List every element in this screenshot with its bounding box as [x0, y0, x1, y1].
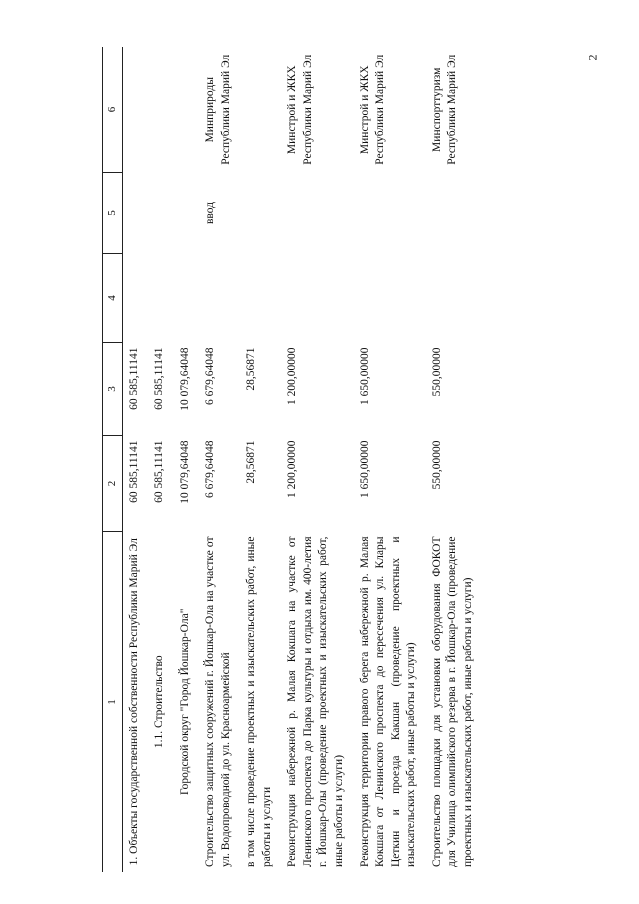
row-col3: 6 679,64048 — [204, 347, 217, 405]
column-header-6: 6 — [103, 47, 123, 173]
row-col5 — [240, 173, 281, 254]
row-col4 — [122, 254, 148, 343]
table-row — [281, 47, 353, 872]
column-header-2: 2 — [103, 436, 123, 532]
row-col3: 550,00000 — [430, 347, 443, 397]
row-col2: 550,00000 — [430, 440, 443, 490]
row-col4 — [240, 254, 281, 343]
row-name: Строительство защитных сооружений г. Йошкар-Ола на участке от ул. Водопроводной до ул. Красноармейской — [204, 536, 232, 867]
table-row — [148, 47, 174, 872]
row-col2: 6 679,64048 — [204, 440, 217, 498]
row-col6: Минстрой и ЖКХ Республики Марий Эл — [286, 54, 314, 165]
row-col5 — [281, 173, 353, 254]
row-name: Реконструкция территории правого берега набережной р. Малая Кокшага от Ленинского проспекта до пересечения ул. Клары Цеткин и проезда Какшан (проведение проектных и изыскательских работ, иные работы и услуги) — [358, 536, 418, 867]
row-col2: 10 079,64048 — [178, 440, 191, 504]
row-col2: 1 650,00000 — [358, 440, 371, 498]
row-col4 — [281, 254, 353, 343]
row-col3: 60 585,11141 — [153, 347, 166, 410]
row-col4 — [174, 254, 200, 343]
row-col3: 60 585,11141 — [127, 347, 140, 410]
row-col5 — [354, 173, 426, 254]
row-name: в том числе проведение проектных и изыскательских работ, иные работы и услуги — [245, 536, 273, 867]
row-col5 — [174, 173, 200, 254]
column-header-1: 1 — [103, 532, 123, 873]
budget-table-container — [102, 54, 482, 872]
row-col4 — [148, 254, 174, 343]
column-header-4: 4 — [103, 254, 123, 343]
row-col5 — [122, 173, 148, 254]
row-col6 — [122, 47, 148, 173]
row-name: Строительство площадки для установки оборудования ФОКОТ для Училища олимпийского резерва в г. Йошкар-Ола (проведение проектных и изыскательских работ, иные работы и услуги) — [430, 536, 474, 867]
row-col4 — [426, 254, 483, 343]
table-row — [174, 47, 200, 872]
row-col2: 60 585,11141 — [153, 440, 166, 503]
row-col5 — [426, 173, 483, 254]
row-col5 — [148, 173, 174, 254]
table-row — [199, 47, 240, 872]
row-col2: 28,56871 — [245, 440, 258, 484]
budget-table — [102, 47, 482, 872]
row-col4 — [354, 254, 426, 343]
table-header-row — [103, 47, 123, 872]
row-name: Городской округ "Город Йошкар-Ола" — [178, 608, 191, 795]
row-col2: 1 200,00000 — [286, 440, 299, 498]
row-col3: 28,56871 — [245, 347, 258, 391]
page-number: 2 — [585, 54, 600, 61]
row-name: 1. Объекты государственной собственности Республики Марий Эл — [127, 538, 140, 866]
column-header-5: 5 — [103, 173, 123, 254]
row-name: 1.1. Строительство — [153, 655, 166, 749]
row-col6: Минстрой и ЖКХ Республики Марий Эл — [358, 54, 387, 165]
row-name: Реконструкция набережной р. Малая Кокшага на участке от Ленинского проспекта до Парка культуры и отдыха им. 400-летия г. Йошкар-Олы (проведение проектных и изыскательских работ, иные работы и услуги) — [286, 536, 345, 867]
table-row — [240, 47, 281, 872]
table-row — [426, 47, 483, 872]
column-header-3: 3 — [103, 343, 123, 436]
row-col6: Минприроды Республики Марий Эл — [204, 54, 232, 165]
row-col6 — [148, 47, 174, 173]
row-col6: Минспорттуризм Республики Марий Эл — [430, 54, 459, 165]
row-col2: 60 585,11141 — [127, 440, 140, 503]
row-col3: 1 650,00000 — [358, 347, 371, 405]
row-col5: ввод — [204, 201, 217, 225]
table-row — [354, 47, 426, 872]
row-col3: 1 200,00000 — [286, 347, 299, 405]
row-col6 — [240, 47, 281, 173]
row-col4 — [199, 254, 240, 343]
table-row — [122, 47, 148, 872]
row-col3: 10 079,64048 — [178, 347, 191, 411]
row-col6 — [174, 47, 200, 173]
